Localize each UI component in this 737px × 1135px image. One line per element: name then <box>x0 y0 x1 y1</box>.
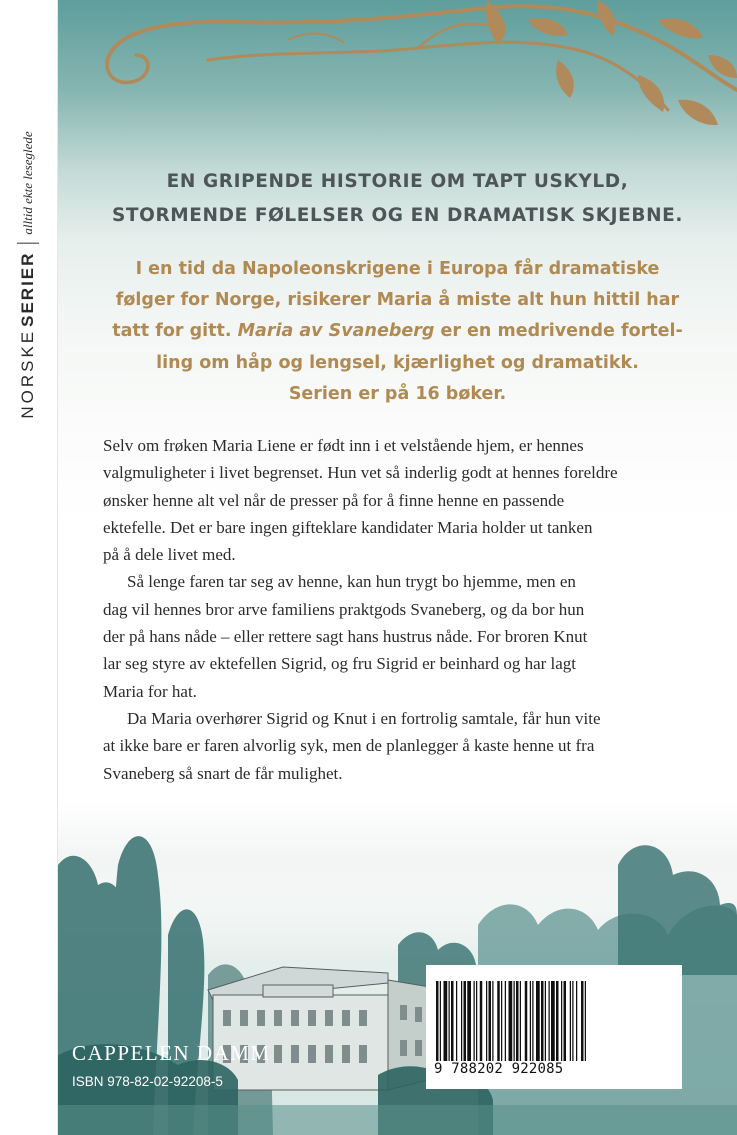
barcode <box>436 981 674 1061</box>
barcode-bar <box>549 981 550 1061</box>
barcode-bar <box>440 981 441 1061</box>
barcode-bar <box>456 981 457 1061</box>
barcode-bar <box>536 981 540 1061</box>
synopsis-line: ønsker henne alt vel når de presser på for å finne henne en passende <box>103 490 565 510</box>
tagline-line-1: EN GRIPENDE HISTORIE OM TAPT USKYLD, <box>166 171 629 192</box>
barcode-bar <box>497 981 500 1061</box>
barcode-bar <box>525 981 528 1061</box>
barcode-bar <box>520 981 521 1061</box>
barcode-bar <box>449 981 450 1061</box>
barcode-bar <box>492 981 493 1061</box>
barcode-bar <box>541 981 544 1061</box>
barcode-bar <box>516 981 519 1061</box>
barcode-bar <box>476 981 477 1061</box>
barcode-bar <box>451 981 454 1061</box>
barcode-bar <box>486 981 487 1061</box>
barcode-bar <box>501 981 502 1061</box>
barcode-bar <box>509 981 513 1061</box>
blurb-line-3 <box>58 316 737 348</box>
synopsis-line: Da Maria overhører Sigrid og Knut i en fortrolig samtale, får hun vite <box>127 708 601 728</box>
spine <box>0 0 57 1135</box>
synopsis-line: Svaneberg så snart de får mulighet. <box>103 763 343 783</box>
blurb-line-3-post: er en medrivende fortel- <box>434 321 683 341</box>
barcode-bar <box>581 981 584 1061</box>
synopsis-line: Maria for hat. <box>103 681 197 701</box>
synopsis-line: der på hans nåde – eller rettere sagt hans hustrus nåde. For broren Knut <box>103 627 588 647</box>
synopsis-line: Så lenge faren tar seg av henne, kan hun trygt bo hjemme, men en <box>127 572 576 592</box>
synopsis-line: dag vil hennes bror arve familiens praktgods Svaneberg, og da bor hun <box>103 599 585 619</box>
synopsis-line: lar seg styre av ektefellen Sigrid, og fru Sigrid er beinhard og har lagt <box>103 654 577 674</box>
synopsis <box>103 432 703 787</box>
tagline-line-2: STORMENDE FØLELSER OG EN DRAMATISK SKJEBNE. <box>111 205 684 226</box>
barcode-bar <box>444 981 448 1061</box>
spine-label <box>17 131 39 418</box>
barcode-bar <box>467 981 471 1061</box>
barcode-bar <box>556 981 559 1061</box>
barcode-bar <box>436 981 439 1061</box>
spine-series-bold: SERIER <box>18 251 37 327</box>
synopsis-line: Selv om frøken Maria Liene er født inn i et velstående hjem, er hennes <box>103 436 584 455</box>
book-title: Maria av Svaneberg <box>237 321 435 341</box>
synopsis-line: valgmuligheter i livet begrenset. Hun vet så inderlig godt at hennes foreldre <box>103 463 618 483</box>
publisher-logo-text: CAPPELEN DAMM <box>72 1041 271 1065</box>
barcode-bar <box>545 981 546 1061</box>
synopsis-line: ektefelle. Det er bare ingen gifteklare kandidater Maria holder ut tanken <box>103 517 593 537</box>
blurb-line-4: ling om håp og lengsel, kjærlighet og dramatikk. <box>156 353 639 373</box>
barcode-bar <box>561 981 562 1061</box>
barcode-bar <box>564 981 567 1061</box>
synopsis-line: at ikke bare er faren alvorlig syk, men de planlegger å kaste henne ut fra <box>103 736 595 756</box>
barcode-bar <box>585 981 586 1061</box>
barcode-bar <box>570 981 571 1061</box>
barcode-bar <box>489 981 492 1061</box>
spine-series-light: NORSKE <box>18 328 37 419</box>
floral-ornament <box>58 0 737 145</box>
barcode-bar <box>480 981 483 1061</box>
barcode-bar <box>551 981 555 1061</box>
blurb-line-2: følger for Norge, risikerer Maria å miste alt hun hittil har <box>115 290 680 310</box>
barcode-bar <box>464 981 467 1061</box>
spine-separator <box>17 243 39 244</box>
barcode-bar <box>572 981 573 1061</box>
barcode-bar <box>532 981 533 1061</box>
barcode-bar <box>474 981 475 1061</box>
barcode-bar <box>576 981 577 1061</box>
spine-tagline: alltid ekte leseglede <box>20 131 35 235</box>
blurb-line-3-pre: tatt for gitt. <box>112 321 238 341</box>
barcode-bar <box>530 981 531 1061</box>
barcode-bar <box>505 981 506 1061</box>
barcode-bar <box>514 981 515 1061</box>
barcode-panel <box>426 965 682 1089</box>
isbn: ISBN 978-82-02-92208-5 <box>72 1074 223 1089</box>
synopsis-line: på å dele livet med. <box>103 545 236 565</box>
blurb-line-5: Serien er på 16 bøker. <box>288 384 507 404</box>
blurb-line-1: I en tid da Napoleonskrigene i Europa får dramatiske <box>135 259 660 279</box>
barcode-bar <box>461 981 462 1061</box>
barcode-digits: 9 788202 922085 <box>434 1061 564 1077</box>
